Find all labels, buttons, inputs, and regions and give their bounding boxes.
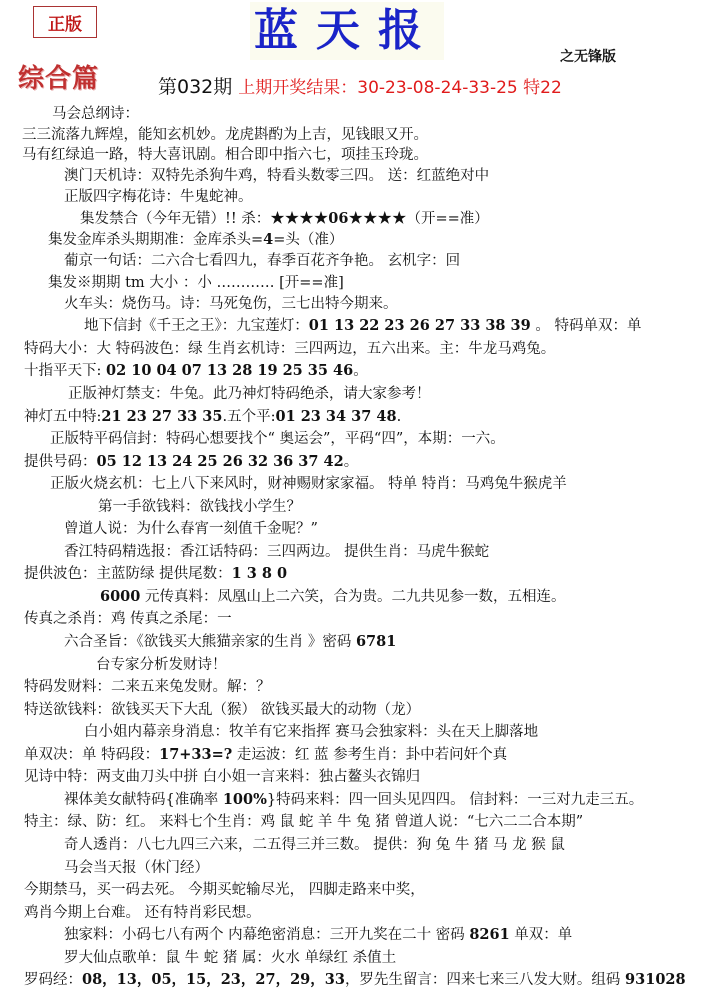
text-line: 马会当天报（休门经） [64,860,209,876]
text-line: 马有红绿追一路，特大喜讯剧。相合即中指六七，项挂玉玲珑。 [22,147,428,163]
text-line: 马会总纲诗： [52,106,139,122]
text-line: 正版火烧玄机：七上八下来风时，财神赐财家家福。 特单 特肖：马鸡兔牛猴虎羊 [50,476,567,492]
text-line: 今期禁马，买一码去死。 今期买蛇输尽光， 四脚走路来中奖， [24,882,425,898]
text-line: 曾道人说：为什么春宵一刻值千金呢？” [64,521,318,537]
text-line: 集发禁合（今年无错）!! 杀：★★★★06★★★★（开==准） [80,210,489,227]
text-line: 葡京一句话：二六合七看四九，春季百花齐争艳。 玄机字：回 [64,253,461,269]
text-line: 罗大仙点歌单：鼠 牛 蛇 猪 属：火水 单绿红 杀值土 [64,950,397,966]
genuine-edition-badge: 正版 [33,6,97,38]
issue-row [158,72,562,99]
text-line: 奇人透肖：八七九四三六来，二五得三并三数。 提供：狗 兔 牛 猪 马 龙 猴 鼠 [64,837,565,853]
text-line: 正版神灯禁支：牛兔。此乃神灯特码绝杀，请大家参考！ [68,386,431,402]
text-line: 白小姐内幕亲身消息：牧羊有它来指挥 赛马会独家料：头在天上脚落地 [84,724,539,740]
text-line: 集发金库杀头期期准：金库杀头=4=头（准） [48,231,344,248]
text-line: 独家料：小码七八有两个 内幕绝密消息：三开九奖在二十 密码 8261 单双：单 [64,926,573,943]
edition-label: 之无锋版 [560,49,616,65]
section-title: 综合篇 [18,64,100,94]
text-line: 鸡肖今期上台难。 还有特肖彩民想。 [24,905,261,921]
text-line: 见诗中特：两支曲刀头中拼 白小姐一言来料：独占鳌头衣锦归 [24,769,421,785]
text-line: 提供波色：主蓝防绿 提供尾数：1 3 8 0 [24,565,288,582]
text-line: 集发※期期 tm 大小 ：小 ………… [开==准] [48,275,344,291]
text-line: 地下信封《千王之王》：九宝莲灯：01 13 22 23 26 27 33 38 39 。 特码单双：单 [84,317,642,334]
text-line: 十指平天下: 02 10 04 07 13 28 19 25 35 46。 [24,362,368,379]
text-line: 第一手欲钱料：欲钱找小学生？ [98,499,301,515]
text-line: 单双决：单 特码段：17+33=? 走运波：红 蓝 参考生肖：卦中若问奸个真 [24,746,508,763]
text-line: 6000 元传真料：凤凰山上二六笑，合为贵。二九共见参一数，五相连。 [100,588,566,605]
text-line: 火车头：烧伤马。诗：马死兔伤，三七出特今期来。 [64,296,398,312]
text-line: 特码大小：大 特码波色：绿 生肖玄机诗：三四两边，五六出来。主：牛龙马鸡兔。 [24,341,556,357]
text-line: 正版四字梅花诗：牛鬼蛇神。 [64,189,253,205]
text-line: 三三流落九辉煌，能知玄机妙。龙虎斟酌为上吉，见钱眼又开。 [22,127,428,143]
issue-number: 第032期 [158,76,233,98]
text-line: 提供号码：05 12 13 24 25 26 32 36 37 42。 [24,453,359,470]
newspaper-title: 蓝天报 [250,2,444,60]
text-line: 澳门天机诗：双特先杀狗牛鸡，特看头数零三四。 送：红蓝绝对中 [64,168,490,184]
text-line: 特码发财料：二来五来兔发财。解：？ [24,679,271,695]
text-line: 神灯五中特:21 23 27 33 35.五个平:01 23 34 37 48. [24,408,402,425]
text-line: 特主：绿、防：红。 来料七个生肖：鸡 鼠 蛇 羊 牛 兔 猪 曾道人说：“七六二二合本期” [24,814,584,830]
text-line: 罗码经：08，13，05，15，23，27，29，33，罗先生留言：四来七来三八发大财。组码 931028 [24,971,686,988]
text-line: 特送欲钱料：欲钱买天下大乱（猴） 欲钱买最大的动物（龙） [24,702,421,718]
text-line: 台专家分析发财诗！ [96,657,227,673]
text-line: 正版特平码信封：特码心想要找个“ 奥运会”，平码“四”，本期：一六。 [50,431,505,447]
last-draw-result: 上期开奖结果：30-23-08-24-33-25 特22 [238,78,562,98]
text-line: 裸体美女献特码{准确率 100%}特码来料：四一回头见四四。 信封料：一三对九走三五。 [64,791,644,808]
text-line: 六合圣旨：《欲钱买大熊猫亲家的生肖 》密码 6781 [64,633,397,650]
text-line: 香江特码精选报：香江话特码：三四两边。 提供生肖：马虎牛猴蛇 [64,544,490,560]
text-line: 传真之杀肖：鸡 传真之杀尾：一 [24,611,232,627]
